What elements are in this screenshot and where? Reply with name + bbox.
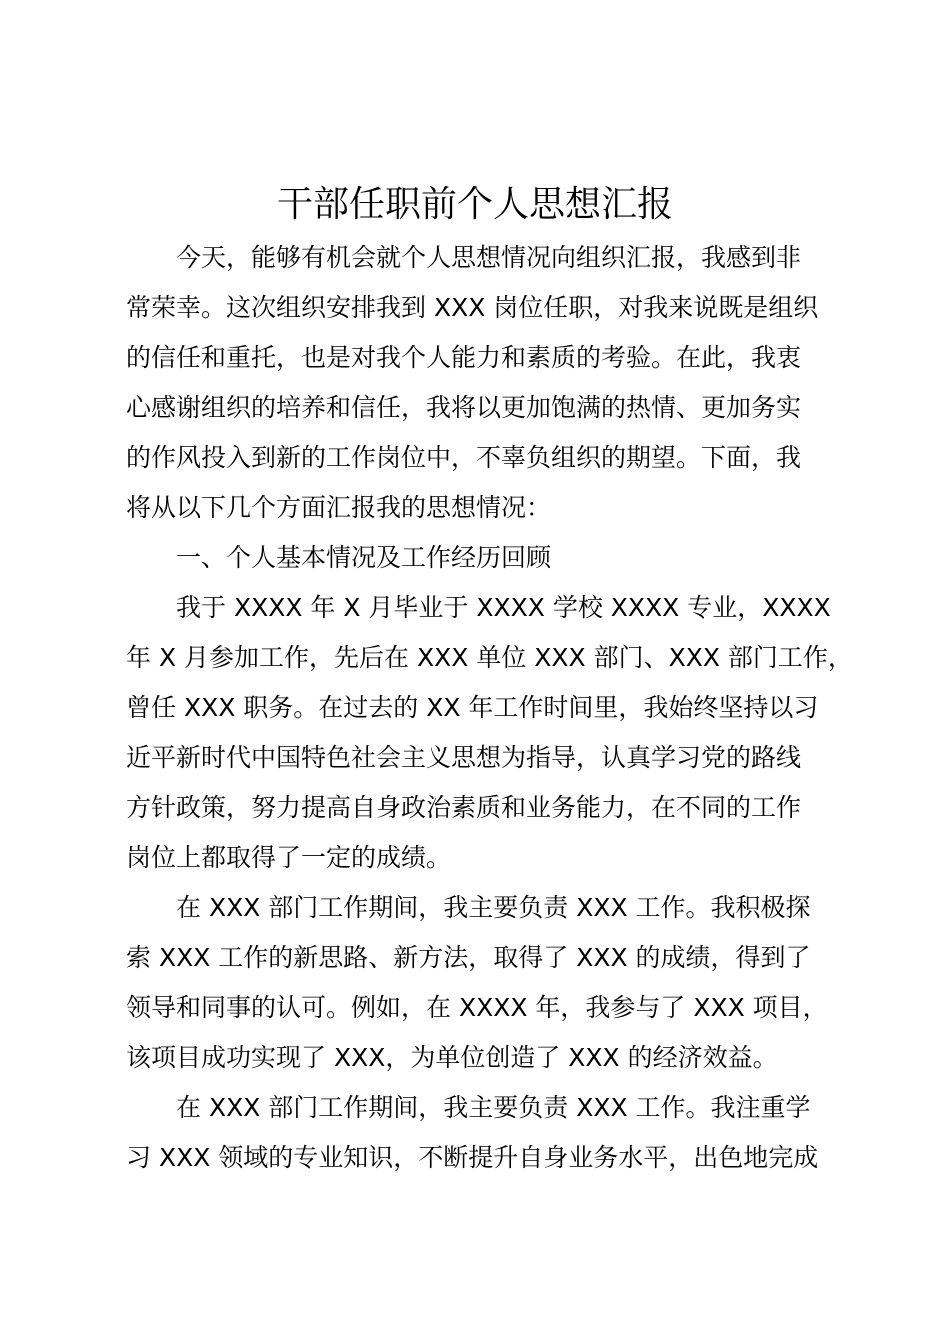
paragraph-line: 将从以下几个方面汇报我的思想情况： (126, 493, 552, 522)
paragraph-line: 岗位上都取得了一定的成绩。 (126, 843, 452, 872)
paragraph-line: 该项目成功实现了 XXX，为单位创造了 XXX 的经济效益。 (126, 1043, 778, 1072)
paragraph-line: 近平新时代中国特色社会主义思想为指导，认真学习党的路线 (126, 743, 802, 772)
paragraph-line: 方针政策，努力提高自身政治素质和业务能力，在不同的工作 (126, 793, 802, 822)
paragraph-line: 常荣幸。这次组织安排我到 XXX 岗位任职，对我来说既是组织 (126, 293, 819, 322)
paragraph-line: 索 XXX 工作的新思路、新方法，取得了 XXX 的成绩，得到了 (126, 943, 811, 972)
paragraph-line: 心感谢组织的培养和信任，我将以更加饱满的热情、更加务实 (126, 393, 802, 422)
document-body (126, 233, 853, 1183)
paragraph-line: 今天，能够有机会就个人思想情况向组织汇报，我感到非 (176, 243, 802, 272)
paragraph-line: 习 XXX 领域的专业知识，不断提升自身业务水平，出色地完成 (126, 1143, 819, 1172)
document-title: 干部任职前个人思想汇报 (276, 184, 673, 225)
section-heading: 一、个人基本情况及工作经历回顾 (176, 543, 552, 572)
paragraph-line: 领导和同事的认可。例如，在 XXXX 年，我参与了 XXX 项目， (126, 993, 828, 1022)
paragraph-line: 的信任和重托，也是对我个人能力和素质的考验。在此，我衷 (126, 343, 802, 372)
paragraph-line: 我于 XXXX 年 X 月毕业于 XXXX 学校 XXXX 专业，XXXX (176, 593, 831, 622)
paragraph-line: 曾任 XXX 职务。在过去的 XX 年工作时间里，我始终坚持以习 (126, 693, 819, 722)
paragraph-line: 在 XXX 部门工作期间，我主要负责 XXX 工作。我注重学 (176, 1093, 811, 1122)
paragraph-line: 在 XXX 部门工作期间，我主要负责 XXX 工作。我积极探 (176, 893, 811, 922)
paragraph-line: 年 X 月参加工作，先后在 XXX 单位 XXX 部门、XXX 部门工作， (126, 643, 853, 672)
paragraph-line: 的作风投入到新的工作岗位中，不辜负组织的期望。下面，我 (126, 443, 802, 472)
